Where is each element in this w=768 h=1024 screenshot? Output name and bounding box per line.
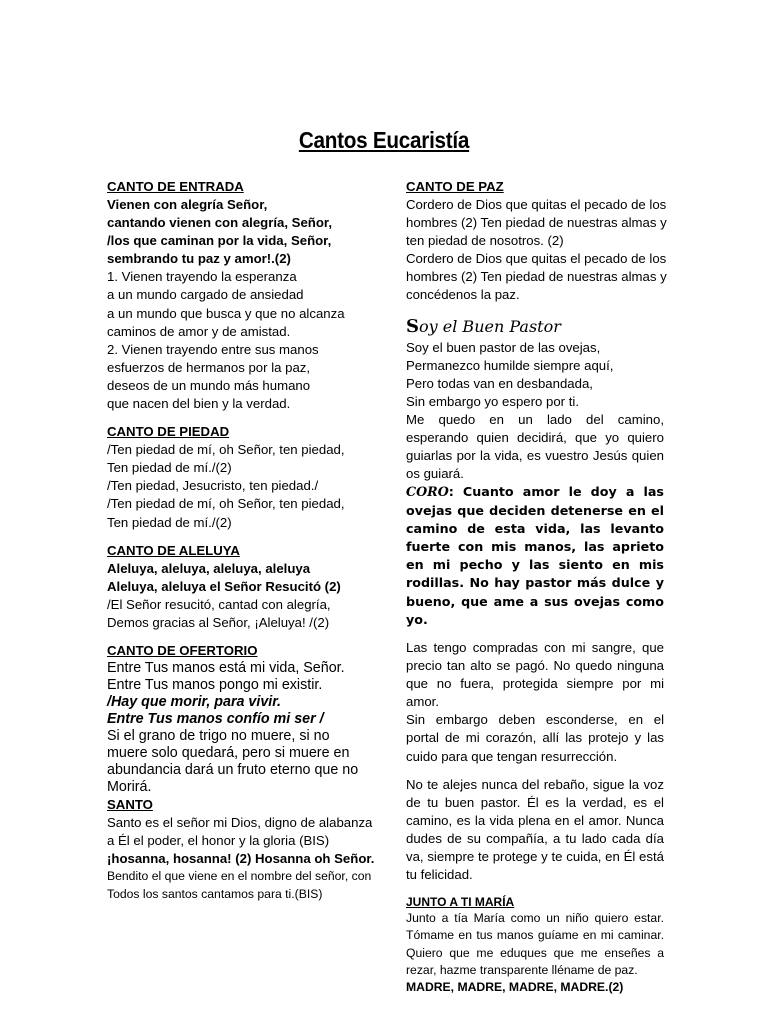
paz-line: concédenos la paz. xyxy=(406,287,520,303)
ofertorio-line: abundancia dará un fruto eterno que no xyxy=(107,761,359,778)
pastor-paragraph: Las tengo compradas con mi sangre, que precio tan alto se pagó. No quedo ninguna que no fuera, protegida siempre por mi amor. xyxy=(406,639,664,710)
entrada-line: a un mundo cargado de ansiedad xyxy=(107,287,304,303)
entrada-bold-line: cantando vienen con alegría, Señor, xyxy=(107,215,332,231)
aleluya-line: Demos gracias al Señor, ¡Aleluya! /(2) xyxy=(107,614,330,630)
aleluya-bold-line: Aleluya, aleluya, aleluya, aleluya xyxy=(107,560,311,576)
heading-piedad: CANTO DE PIEDAD xyxy=(107,424,230,440)
piedad-line: Ten piedad de mí./(2) xyxy=(107,460,232,476)
piedad-line: /Ten piedad de mí, oh Señor, ten piedad, xyxy=(107,442,345,458)
pastor-line: Soy el buen pastor de las ovejas, xyxy=(406,339,601,355)
heading-junto: JUNTO A TI MARÍA xyxy=(406,895,515,910)
right-column xyxy=(406,178,667,997)
entrada-line: 1. Vienen trayendo la esperanza xyxy=(107,269,297,285)
entrada-bold-line: /los que caminan por la vida, Señor, xyxy=(107,233,332,249)
piedad-line: /Ten piedad, Jesucristo, ten piedad./ xyxy=(107,478,319,494)
coro-text: : Cuanto amor le doy a las ovejas que deciden detenerse en el camino de esta vida, las levanto fuerte con mis manos, las aprieto en mi pecho y las siento en mis rodillas. No hay pastor más dulce y bueno, que ame a sus ovejas como yo. xyxy=(406,484,664,627)
pastor-line: Permanezco humilde siempre aquí, xyxy=(406,357,614,373)
entrada-line: que nacen del bien y la verdad. xyxy=(107,396,291,412)
santo-line: a Él el poder, el honor y la gloria (BIS) xyxy=(107,833,330,849)
pastor-paragraph: Me quedo en un lado del camino, esperando quien decidirá, que yo quiero guiarlas por la vida, es vuestro Jesús quien os guiará. xyxy=(406,411,664,482)
paz-line: hombres (2) Ten piedad de nuestras almas y xyxy=(406,215,667,231)
heading-buen-pastor xyxy=(406,315,664,339)
santo-line: Santo es el señor mi Dios, digno de alabanza xyxy=(107,814,373,830)
entrada-line: a un mundo que busca y que no alcanza xyxy=(107,305,345,321)
pastor-line: Pero todas van en desbandada, xyxy=(406,375,593,391)
piedad-line: Ten piedad de mí./(2) xyxy=(107,514,232,530)
pastor-paragraph: Sin embargo deben esconderse, en el portal de mi corazón, allí las protejo y las cuido para que tengan resurrección. xyxy=(406,712,664,764)
entrada-line: caminos de amor y de amistad. xyxy=(107,323,291,339)
paz-line: Cordero de Dios que quitas el pecado de los xyxy=(406,197,667,212)
heading-santo: SANTO xyxy=(107,796,153,812)
ofertorio-italic-line: /Hay que morir, para vivir. xyxy=(107,693,282,710)
ofertorio-italic-line: Entre Tus manos confío mi ser / xyxy=(107,710,324,727)
aleluya-line: /El Señor resucitó, cantad con alegría, xyxy=(107,596,331,612)
entrada-bold-line: sembrando tu paz y amor!.(2) xyxy=(107,251,291,267)
heading-entrada: CANTO DE ENTRADA xyxy=(107,179,244,194)
paz-line: hombres (2) Ten piedad de nuestras almas y xyxy=(406,269,667,285)
ofertorio-line: Si el grano de trigo no muere, si no xyxy=(107,727,330,744)
left-column xyxy=(107,178,375,903)
heading-rest: oy el Buen Pastor xyxy=(419,316,561,336)
santo-bold-line: ¡hosanna, hosanna! (2) Hosanna oh Señor. xyxy=(107,851,375,867)
entrada-bold-line: Vienen con alegría Señor, xyxy=(107,197,268,212)
ofertorio-line: Morirá. xyxy=(107,778,152,795)
entrada-line: deseos de un mundo más humano xyxy=(107,377,311,393)
paz-line: ten piedad de nosotros. (2) xyxy=(406,233,564,249)
aleluya-bold-line: Aleluya, aleluya el Señor Resucitó (2) xyxy=(107,578,341,594)
page-title: Cantos Eucaristía xyxy=(298,127,470,153)
santo-small-line: Bendito el que viene en el nombre del señor, con xyxy=(107,869,372,884)
pastor-paragraph: No te alejes nunca del rebaño, sigue la voz de tu buen pastor. Él es la verdad, es el camino, es la vida plena en el amor. Nunca dudes de su compañía, a tu lado cada día va, siempre te protege y te cuida, en Él está tu felicidad. xyxy=(406,776,664,883)
ofertorio-line: Entre Tus manos está mi vida, Señor. xyxy=(107,659,345,676)
heading-initial: S xyxy=(406,315,419,337)
heading-aleluya: CANTO DE ALELUYA xyxy=(107,542,240,558)
coro-block xyxy=(406,483,664,629)
heading-ofertorio: CANTO DE OFERTORIO xyxy=(107,642,258,658)
ofertorio-line: Entre Tus manos pongo mi existir. xyxy=(107,676,323,693)
pastor-line: Sin embargo yo espero por ti. xyxy=(406,393,579,409)
coro-label: CORO xyxy=(406,484,449,500)
piedad-line: /Ten piedad de mí, oh Señor, ten piedad, xyxy=(107,496,345,512)
entrada-line: esfuerzos de hermanos por la paz, xyxy=(107,359,311,375)
paz-line: Cordero de Dios que quitas el pecado de los xyxy=(406,251,667,267)
ofertorio-line: muere solo quedará, pero si muere en xyxy=(107,744,350,761)
entrada-line: 2. Vienen trayendo entre sus manos xyxy=(107,341,319,357)
junto-bold-line: MADRE, MADRE, MADRE, MADRE.(2) xyxy=(406,980,624,995)
santo-small-line: Todos los santos cantamos para ti.(BIS) xyxy=(107,886,323,901)
junto-text: Junto a tía María como un niño quiero estar. Tómame en tus manos guíame en mi caminar. Quiero que me eduques que me enseñes a rezar, hazme transparente lléname de paz. xyxy=(406,911,664,978)
heading-paz: CANTO DE PAZ xyxy=(406,179,504,194)
